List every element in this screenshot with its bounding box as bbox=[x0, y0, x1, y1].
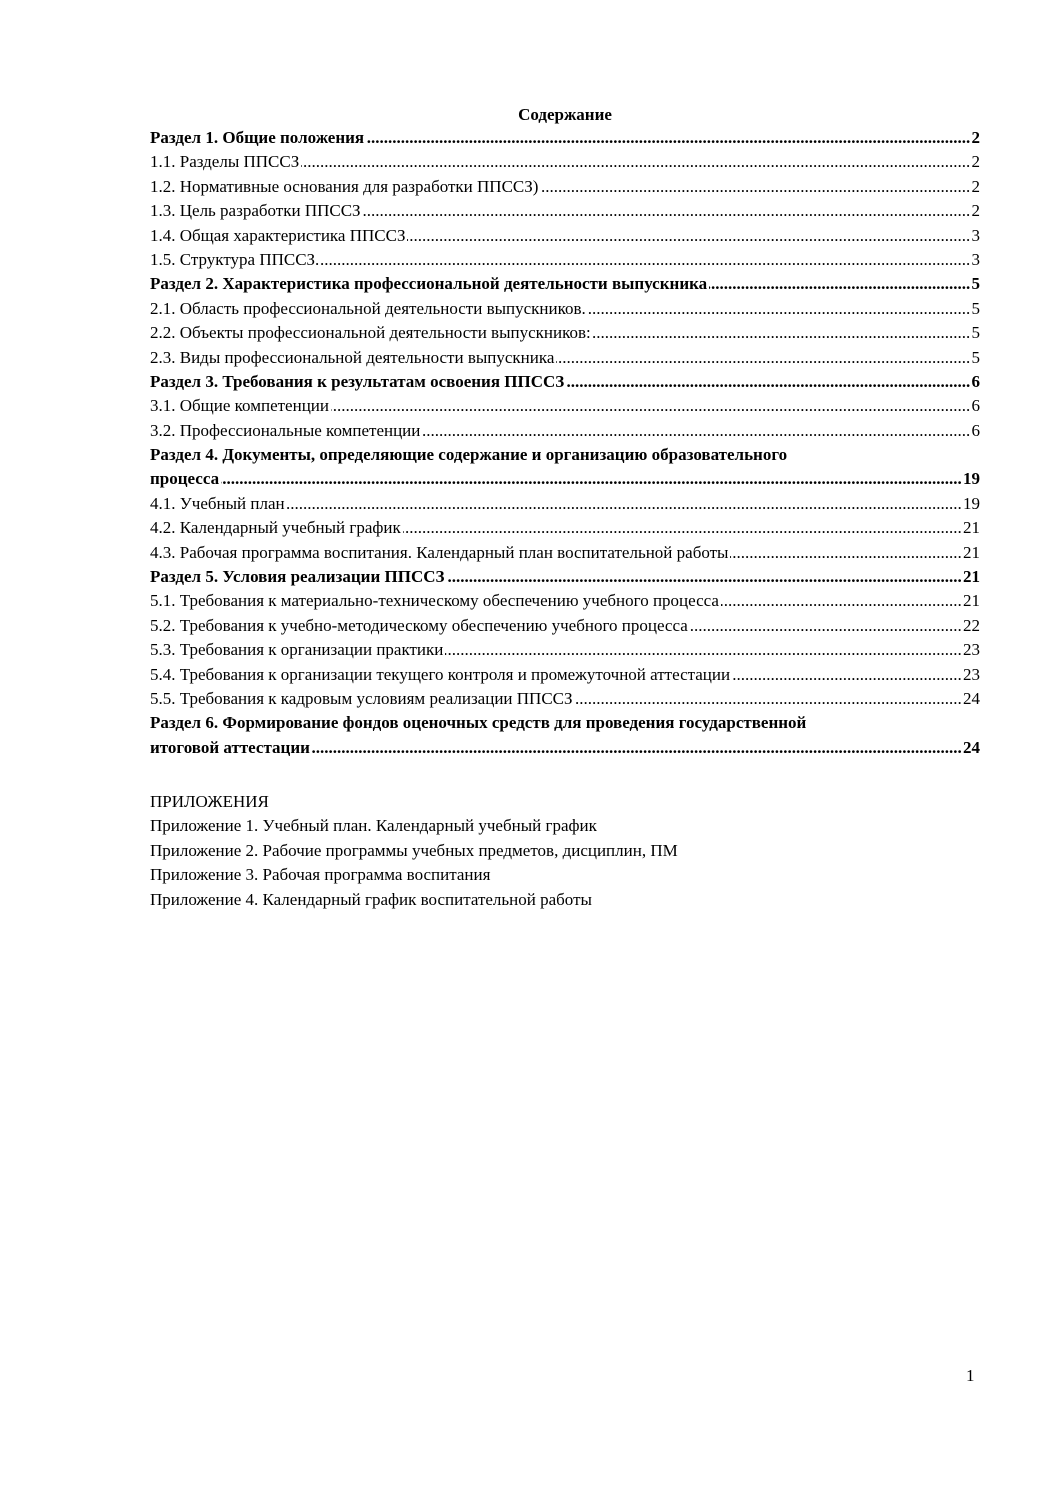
toc-entry-page: 5 bbox=[970, 272, 981, 296]
toc-entry-label: Раздел 1. Общие положения bbox=[150, 128, 365, 147]
toc-entry-1-2[interactable] bbox=[150, 175, 980, 199]
toc-entry-label-line1: Раздел 4. Документы, определяющие содержание и организацию образовательного bbox=[150, 445, 788, 465]
toc-entry-page: 2 bbox=[970, 175, 981, 199]
toc-entry-label: 4.3. Рабочая программа воспитания. Календарный план воспитательной работы bbox=[150, 542, 729, 562]
toc-entry-label: 5.4. Требования к организации текущего контроля и промежуточной аттестации bbox=[150, 664, 731, 684]
toc-entry-section-2[interactable] bbox=[150, 272, 980, 296]
toc-entry-page: 23 bbox=[961, 663, 980, 687]
toc-entry-3-1[interactable] bbox=[150, 394, 980, 418]
toc-entry-page: 6 bbox=[970, 370, 981, 394]
toc-entry-page: 21 bbox=[961, 516, 980, 540]
toc-entry-label: 3.1. Общие компетенции bbox=[150, 396, 329, 416]
toc-entry-4-1[interactable] bbox=[150, 492, 980, 516]
appendix-item-3: Приложение 3. Рабочая программа воспитания bbox=[150, 865, 491, 885]
toc-entry-label: 5.1. Требования к материально-техническому обеспечению учебного процесса bbox=[150, 591, 719, 611]
toc-entry-page: 5 bbox=[970, 346, 981, 370]
toc-entry-5-4[interactable] bbox=[150, 663, 980, 687]
toc-entry-section-6[interactable] bbox=[150, 711, 980, 760]
toc-entry-label: 4.2. Календарный учебный график bbox=[150, 518, 401, 538]
toc-entry-page: 3 bbox=[970, 224, 981, 248]
toc-entry-line2-wrap bbox=[150, 467, 980, 491]
toc-entry-line2-wrap bbox=[150, 736, 980, 760]
toc-entry-page: 2 bbox=[970, 126, 981, 150]
toc-entry-page: 21 bbox=[961, 565, 980, 589]
toc-entry-1-4[interactable] bbox=[150, 224, 980, 248]
toc-entry-section-4[interactable] bbox=[150, 443, 980, 492]
toc-entry-5-5[interactable] bbox=[150, 687, 980, 711]
page-number: 1 bbox=[966, 1366, 975, 1385]
toc-entry-5-1[interactable] bbox=[150, 589, 980, 613]
table-of-contents bbox=[150, 126, 980, 760]
toc-entry-label: 1.1. Разделы ППССЗ bbox=[150, 152, 300, 172]
toc-entry-page: 21 bbox=[961, 541, 980, 565]
toc-entry-label: 2.1. Область профессиональной деятельности выпускников. bbox=[150, 298, 586, 318]
toc-entry-label: 5.3. Требования к организации практики bbox=[150, 640, 444, 660]
toc-entry-page: 6 bbox=[970, 419, 981, 443]
toc-entry-page: 2 bbox=[970, 199, 981, 223]
appendix-item-2: Приложение 2. Рабочие программы учебных предметов, дисциплин, ПМ bbox=[150, 840, 678, 860]
toc-entry-page: 22 bbox=[961, 614, 980, 638]
toc-entry-section-3[interactable] bbox=[150, 370, 980, 394]
appendix-item-1: Приложение 1. Учебный план. Календарный учебный график bbox=[150, 816, 597, 836]
toc-entry-label: 5.2. Требования к учебно-методическому обеспечению учебного процесса bbox=[150, 615, 688, 635]
toc-entry-label: 4.1. Учебный план bbox=[150, 493, 285, 513]
toc-entry-section-1[interactable] bbox=[150, 126, 980, 150]
toc-entry-label: 2.3. Виды профессиональной деятельности выпускника bbox=[150, 347, 555, 367]
toc-entry-page: 23 bbox=[961, 638, 980, 662]
toc-entry-label-line2: итоговой аттестации bbox=[150, 737, 310, 757]
appendix-list bbox=[150, 790, 980, 912]
toc-entry-label: 2.2. Объекты профессиональной деятельности выпускников: bbox=[150, 323, 591, 343]
toc-entry-label: 3.2. Профессиональные компетенции bbox=[150, 420, 421, 440]
toc-entry-page: 21 bbox=[961, 589, 980, 613]
toc-entry-5-3[interactable] bbox=[150, 638, 980, 662]
toc-entry-page: 6 bbox=[970, 394, 981, 418]
toc-entry-page: 19 bbox=[961, 492, 980, 516]
toc-entry-1-1[interactable] bbox=[150, 150, 980, 174]
toc-entry-label: Раздел 2. Характеристика профессиональной деятельности выпускника bbox=[150, 274, 708, 294]
appendix-item-4: Приложение 4. Календарный график воспитательной работы bbox=[150, 889, 592, 909]
toc-entry-1-3[interactable] bbox=[150, 199, 980, 223]
appendix-heading: ПРИЛОЖЕНИЯ bbox=[150, 792, 269, 811]
toc-entry-3-2[interactable] bbox=[150, 419, 980, 443]
toc-entry-2-3[interactable] bbox=[150, 346, 980, 370]
toc-entry-page: 3 bbox=[970, 248, 981, 272]
toc-entry-5-2[interactable] bbox=[150, 614, 980, 638]
toc-entry-label: 1.3. Цель разработки ППССЗ bbox=[150, 201, 361, 221]
toc-entry-label-line1: Раздел 6. Формирование фондов оценочных средств для проведения государственной bbox=[150, 713, 807, 733]
toc-entry-4-3[interactable] bbox=[150, 541, 980, 565]
toc-entry-2-2[interactable] bbox=[150, 321, 980, 345]
toc-entry-1-5[interactable] bbox=[150, 248, 980, 272]
toc-entry-page: 2 bbox=[970, 150, 981, 174]
toc-entry-page: 5 bbox=[970, 297, 981, 321]
toc-entry-label-line2: процесса bbox=[150, 469, 220, 489]
toc-entry-2-1[interactable] bbox=[150, 297, 980, 321]
toc-entry-label: Раздел 5. Условия реализации ППССЗ bbox=[150, 567, 445, 587]
toc-entry-label: 1.5. Структура ППССЗ. bbox=[150, 249, 320, 269]
toc-entry-section-5[interactable] bbox=[150, 565, 980, 589]
toc-entry-label: 5.5. Требования к кадровым условиям реализации ППССЗ bbox=[150, 688, 573, 708]
toc-entry-label: 1.2. Нормативные основания для разработки ППССЗ) bbox=[150, 176, 539, 196]
toc-entry-page: 24 bbox=[961, 736, 980, 760]
toc-entry-label: Раздел 3. Требования к результатам освоения ППССЗ bbox=[150, 371, 565, 391]
toc-title: Содержание bbox=[518, 105, 612, 124]
toc-entry-page: 19 bbox=[961, 467, 980, 491]
toc-entry-4-2[interactable] bbox=[150, 516, 980, 540]
toc-entry-label: 1.4. Общая характеристика ППССЗ bbox=[150, 225, 406, 245]
toc-entry-page: 24 bbox=[961, 687, 980, 711]
toc-entry-page: 5 bbox=[970, 321, 981, 345]
